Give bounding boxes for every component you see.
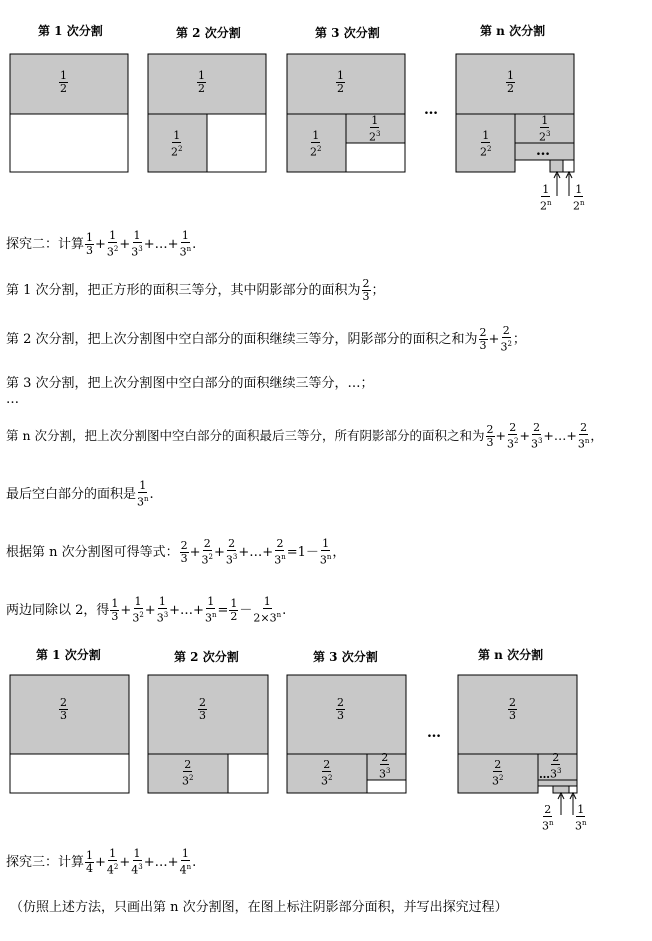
fig2-title-2: 第 2 次分割 <box>174 650 239 664</box>
fig1-sqn-tiny-blank <box>563 160 574 172</box>
line-last-blank: 最后空白部分的面积是 $\frac{1}{3^n}$ . <box>6 479 154 509</box>
fig1-sq1-half <box>10 54 128 114</box>
explore2-prefix: 探究二：计算 <box>6 236 85 252</box>
fig2-label-two-ninths-n: $\frac{2}{3^2}$ <box>492 758 504 788</box>
fig1-label-quarter-3: $\frac{1}{2^2}$ <box>310 129 322 159</box>
line-equation: 根据第 n 次分割图可得等式： $\frac{2}{3}$ + $\frac{2}{3^2}$ + $\frac{2}{3^3}$ +…+ $\frac{2}{3^n}$ =1－ $\frac{1}{3^n}$ ， <box>6 537 346 567</box>
fig2-sq2-two-thirds <box>148 675 268 754</box>
fig1-ellipsis: … <box>424 102 438 118</box>
fig1-title-2: 第 2 次分割 <box>176 26 241 40</box>
fig1-sq1-blank <box>10 114 128 172</box>
fig1-label-half-1: $\frac{1}{2}$ <box>60 69 67 95</box>
fig1-label-half-2: $\frac{1}{2}$ <box>198 69 205 95</box>
line-divide: 两边同除以 2，得 $\frac{1}{3}$ + $\frac{1}{3^2}$ + $\frac{1}{3^3}$ +…+ $\frac{1}{3^n}$ = $\frac{1}{2}$ － $\frac{1}{2\times 3^n}$ . <box>6 595 287 625</box>
fig1-label-quarter-n: $\frac{1}{2^2}$ <box>480 129 492 159</box>
fig2-title-1: 第 1 次分割 <box>36 648 101 662</box>
fig1-label-arrow-right: $\frac{1}{2^n}$ <box>573 183 585 213</box>
fig1-label-more: … <box>536 143 550 159</box>
fig2-label-two-thirds-1: $\frac{2}{3}$ <box>60 696 67 722</box>
fig2-sq2-blank <box>228 754 268 793</box>
fig2-label-arrow-right: $\frac{1}{3^n}$ <box>575 803 587 833</box>
fig1-sq3-half <box>287 54 405 114</box>
fig2-label-two-27-3: $\frac{2}{3^3}$ <box>379 751 391 781</box>
fig1-sq2-half <box>148 54 266 114</box>
fig2-label-more: … <box>539 768 550 781</box>
fig2-sq3-two-thirds <box>287 675 406 754</box>
fig1-sqn-tiny-shaded <box>550 160 563 172</box>
explore2-line: 探究二：计算 $\frac{1}{3}$ + $\frac{1}{3^2}$ + $\frac{1}{3^3}$ +…+ $\frac{1}{3^n}$ . <box>6 229 197 259</box>
fig1-sq3-blank <box>346 143 405 172</box>
fig2-title-n: 第 n 次分割 <box>478 648 544 662</box>
line-dots: … <box>6 392 19 407</box>
fig2-sq1-blank <box>10 754 129 793</box>
fig2-label-two-ninths-2: $\frac{2}{3^2}$ <box>182 758 194 788</box>
fig2-label-two-thirds-2: $\frac{2}{3}$ <box>199 696 206 722</box>
fig1-sq2-blank <box>207 114 266 172</box>
line-step-n: 第 n 次分割，把上次分割图中空白部分的面积最后三等分，所有阴影部分的面积之和为 $\frac{2}{3}$ + $\frac{2}{3^2}$ + $\frac{2}{3^3}$ +…+ $\frac{2}{3^n}$ ， <box>6 421 603 451</box>
fig1-title-3: 第 3 次分割 <box>315 26 380 40</box>
fig1-label-half-n: $\frac{1}{2}$ <box>507 69 514 95</box>
fig1-diagram <box>0 0 652 220</box>
fig2-sq1-two-thirds <box>10 675 129 754</box>
fig2-title-3: 第 3 次分割 <box>313 650 378 664</box>
fig1-label-eighth-n: $\frac{1}{2^3}$ <box>539 114 551 144</box>
fig2-label-two-ninths-3: $\frac{2}{3^2}$ <box>321 758 333 788</box>
fig1-label-quarter-2: $\frac{1}{2^2}$ <box>171 129 183 159</box>
fig1-label-arrow-left: $\frac{1}{2^n}$ <box>540 183 552 213</box>
fig2-sq3-blank <box>367 780 406 793</box>
fig2-label-two-thirds-3: $\frac{2}{3}$ <box>337 696 344 722</box>
fig1-label-eighth-3: $\frac{1}{2^3}$ <box>369 114 381 144</box>
line-step3: 第 3 次分割，把上次分割图中空白部分的面积继续三等分，…； <box>6 376 374 391</box>
fig1-title-n: 第 n 次分割 <box>480 24 546 38</box>
line-step2: 第 2 次分割，把上次分割图中空白部分的面积继续三等分，阴影部分的面积之和为 $\frac{2}{3}$ + $\frac{2}{3^2}$ ； <box>6 324 526 354</box>
fig2-label-arrow-left: $\frac{2}{3^n}$ <box>542 803 554 833</box>
instruction-line: （仿照上述方法，只画出第 n 次分割图，在图上标注阴影部分面积，并写出探究过程） <box>10 900 508 915</box>
explore3-line: 探究三：计算 $\frac{1}{4}$ + $\frac{1}{4^2}$ + $\frac{1}{4^3}$ +…+ $\frac{1}{4^n}$ . <box>6 847 197 877</box>
fig2-label-two-thirds-n: $\frac{2}{3}$ <box>509 696 516 722</box>
fig2-label-two-27-n: $\frac{2}{3^3}$ <box>550 751 562 781</box>
fig1-title-1: 第 1 次分割 <box>38 24 103 38</box>
fig1-label-half-3: $\frac{1}{2}$ <box>337 69 344 95</box>
explore3-prefix: 探究三：计算 <box>6 854 85 870</box>
fig2-ellipsis: … <box>427 725 441 741</box>
line-step1: 第 1 次分割，把正方形的面积三等分，其中阴影部分的面积为 $\frac{2}{3}$ ； <box>6 277 385 303</box>
